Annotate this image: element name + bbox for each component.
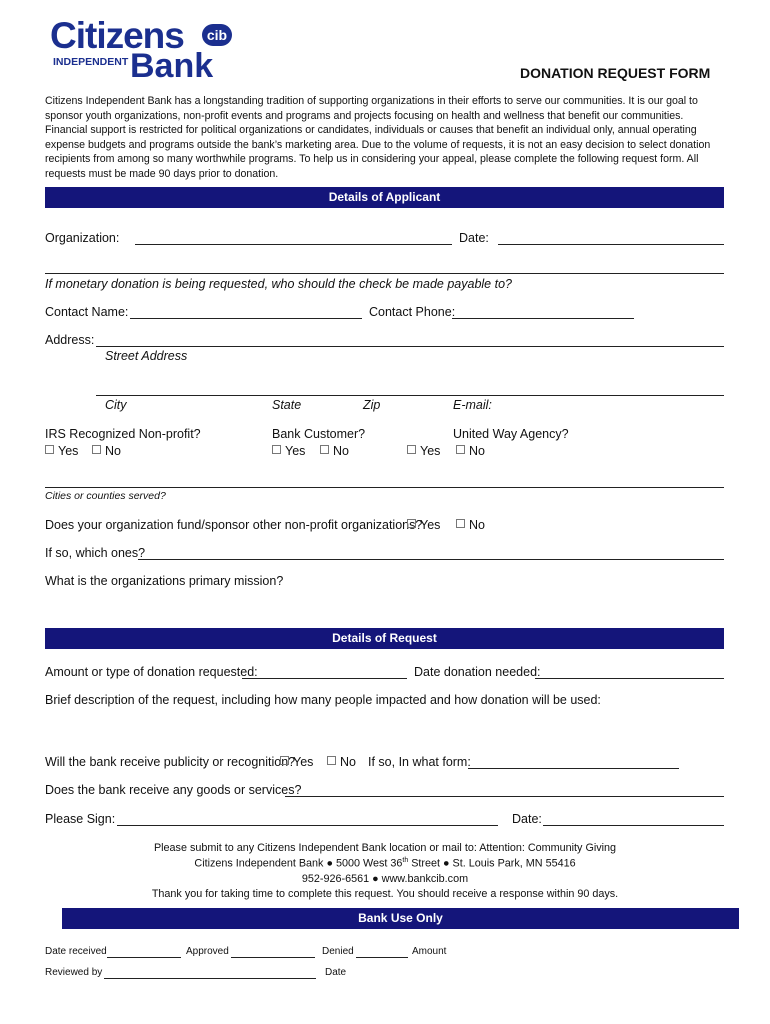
option-label: No bbox=[469, 518, 485, 532]
section-header-bank-use: Bank Use Only bbox=[62, 908, 739, 929]
option-label: No bbox=[469, 444, 485, 458]
publicity-form-field[interactable] bbox=[468, 768, 679, 769]
signature-field[interactable] bbox=[117, 825, 498, 826]
address-ordinal: th bbox=[402, 857, 409, 864]
thank-you-note: Thank you for taking time to complete this request. You should receive a response within 90 days. bbox=[151, 888, 619, 900]
option-label: No bbox=[340, 755, 356, 769]
amount-label: Amount bbox=[412, 946, 447, 957]
state-caption: State bbox=[272, 398, 302, 412]
publicity-form-label: If so, In what form: bbox=[368, 755, 471, 769]
option-label: Yes bbox=[293, 755, 314, 769]
address-part: Street ● St. Louis Park, MN 55416 bbox=[408, 857, 576, 870]
cities-served-field[interactable] bbox=[45, 487, 724, 488]
section-header-applicant: Details of Applicant bbox=[45, 187, 724, 208]
checkbox-icon[interactable] bbox=[407, 445, 416, 454]
bank-customer-yes-option[interactable] bbox=[272, 444, 305, 458]
united-way-yes-option[interactable] bbox=[407, 444, 440, 458]
option-label: Yes bbox=[285, 444, 306, 458]
publicity-yes-option[interactable] bbox=[280, 755, 313, 769]
denied-field[interactable] bbox=[356, 957, 408, 958]
goods-services-label: Does the bank receive any goods or services? bbox=[45, 783, 302, 797]
street-address-field[interactable] bbox=[96, 346, 724, 347]
signature-date-label: Date: bbox=[512, 812, 542, 826]
reviewed-date-label: Date bbox=[325, 967, 347, 978]
city-caption: City bbox=[105, 398, 127, 412]
logo-citizens-text: Citizens bbox=[50, 15, 184, 56]
form-title: DONATION REQUEST FORM bbox=[520, 65, 711, 81]
check-payable-label: If monetary donation is being requested, who should the check be made payable to? bbox=[45, 277, 512, 291]
contact-phone-field[interactable] bbox=[452, 318, 634, 319]
checkbox-icon[interactable] bbox=[327, 756, 336, 765]
option-label: Yes bbox=[420, 444, 441, 458]
option-label: No bbox=[333, 444, 349, 458]
option-label: Yes bbox=[420, 518, 441, 532]
reviewed-by-field[interactable] bbox=[104, 978, 316, 979]
organization-line-2[interactable] bbox=[45, 273, 724, 274]
address-part: Citizens Independent Bank ● 5000 West 36 bbox=[194, 857, 403, 870]
bank-logo bbox=[50, 16, 240, 86]
logo-cib-badge: cib bbox=[202, 24, 232, 46]
publicity-question: Will the bank receive publicity or recognition? bbox=[45, 755, 296, 769]
contact-phone-label: Contact Phone: bbox=[369, 305, 456, 319]
donation-amount-label: Amount or type of donation requested: bbox=[45, 665, 258, 679]
reviewed-by-label: Reviewed by bbox=[45, 967, 103, 978]
primary-mission-label: What is the organizations primary mission? bbox=[45, 574, 284, 588]
checkbox-icon[interactable] bbox=[280, 756, 289, 765]
email-caption: E-mail: bbox=[453, 398, 492, 412]
contact-name-field[interactable] bbox=[130, 318, 362, 319]
city-state-zip-email-field[interactable] bbox=[96, 395, 724, 396]
irs-yes-option[interactable] bbox=[45, 444, 78, 458]
date-label: Date: bbox=[459, 231, 489, 245]
option-label: Yes bbox=[58, 444, 79, 458]
bank-customer-no-option[interactable] bbox=[320, 444, 349, 458]
irs-no-option[interactable] bbox=[92, 444, 121, 458]
checkbox-icon[interactable] bbox=[456, 445, 465, 454]
contact-name-label: Contact Name: bbox=[45, 305, 129, 319]
cities-served-label: Cities or counties served? bbox=[45, 490, 166, 502]
organization-label: Organization: bbox=[45, 231, 120, 245]
logo-independent-text: INDEPENDENT bbox=[53, 56, 129, 68]
checkbox-icon[interactable] bbox=[456, 519, 465, 528]
fund-sponsor-question: Does your organization fund/sponsor other non-profit organizations? bbox=[45, 518, 423, 532]
checkbox-icon[interactable] bbox=[407, 519, 416, 528]
intro-paragraph: Citizens Independent Bank has a longstanding tradition of supporting organizations in their efforts to serve our communities. It is our goal to sponsor youth organizations, non-profit events and programs and projects focusing on health and wellness that benefit our communities. Financial support is restricted for political organizations or candidates, individuals or causes that benefit an individual only, annual operating expense budgets and programs outside the bank’s marketing area. Due to the volume of requests, it is not an easy decision to select donation recipients from among so many worthwhile programs. To help us in considering your appeal, please complete the following request form. All requests must be made 90 days prior to donation. bbox=[45, 95, 711, 180]
street-address-caption: Street Address bbox=[105, 349, 188, 363]
united-way-label: United Way Agency? bbox=[453, 427, 569, 441]
fund-sponsor-no-option[interactable] bbox=[456, 518, 485, 532]
donation-amount-field[interactable] bbox=[242, 678, 407, 679]
date-received-label: Date received bbox=[45, 946, 107, 957]
denied-label: Denied bbox=[322, 946, 354, 957]
bank-contact: 952-926-6561 ● www.bankcib.com bbox=[301, 873, 469, 885]
signature-date-field[interactable] bbox=[543, 825, 724, 826]
bank-customer-label: Bank Customer? bbox=[272, 427, 366, 441]
signature-label: Please Sign: bbox=[45, 812, 116, 826]
checkbox-icon[interactable] bbox=[92, 445, 101, 454]
submission-instructions: Please submit to any Citizens Independent Bank location or mail to: Attention: Community Giving bbox=[153, 842, 617, 854]
publicity-no-option[interactable] bbox=[327, 755, 356, 769]
request-description-label: Brief description of the request, including how many people impacted and how donation will be used: bbox=[45, 693, 601, 707]
bank-address bbox=[0, 857, 770, 870]
which-ones-field[interactable] bbox=[138, 559, 724, 560]
organization-field[interactable] bbox=[135, 244, 452, 245]
approved-field[interactable] bbox=[231, 957, 315, 958]
fund-sponsor-yes-option[interactable] bbox=[407, 518, 440, 532]
checkbox-icon[interactable] bbox=[272, 445, 281, 454]
date-needed-label: Date donation needed: bbox=[414, 665, 541, 679]
approved-label: Approved bbox=[186, 946, 229, 957]
which-ones-label: If so, which ones? bbox=[45, 546, 146, 560]
logo-bank-text: Bank bbox=[130, 47, 214, 85]
checkbox-icon[interactable] bbox=[320, 445, 329, 454]
zip-caption: Zip bbox=[363, 398, 381, 412]
irs-nonprofit-label: IRS Recognized Non-profit? bbox=[45, 427, 201, 441]
goods-services-field[interactable] bbox=[285, 796, 724, 797]
checkbox-icon[interactable] bbox=[45, 445, 54, 454]
date-field[interactable] bbox=[498, 244, 724, 245]
date-received-field[interactable] bbox=[107, 957, 181, 958]
section-header-request: Details of Request bbox=[45, 628, 724, 649]
united-way-no-option[interactable] bbox=[456, 444, 485, 458]
date-needed-field[interactable] bbox=[535, 678, 724, 679]
address-label: Address: bbox=[45, 333, 95, 347]
option-label: No bbox=[105, 444, 121, 458]
